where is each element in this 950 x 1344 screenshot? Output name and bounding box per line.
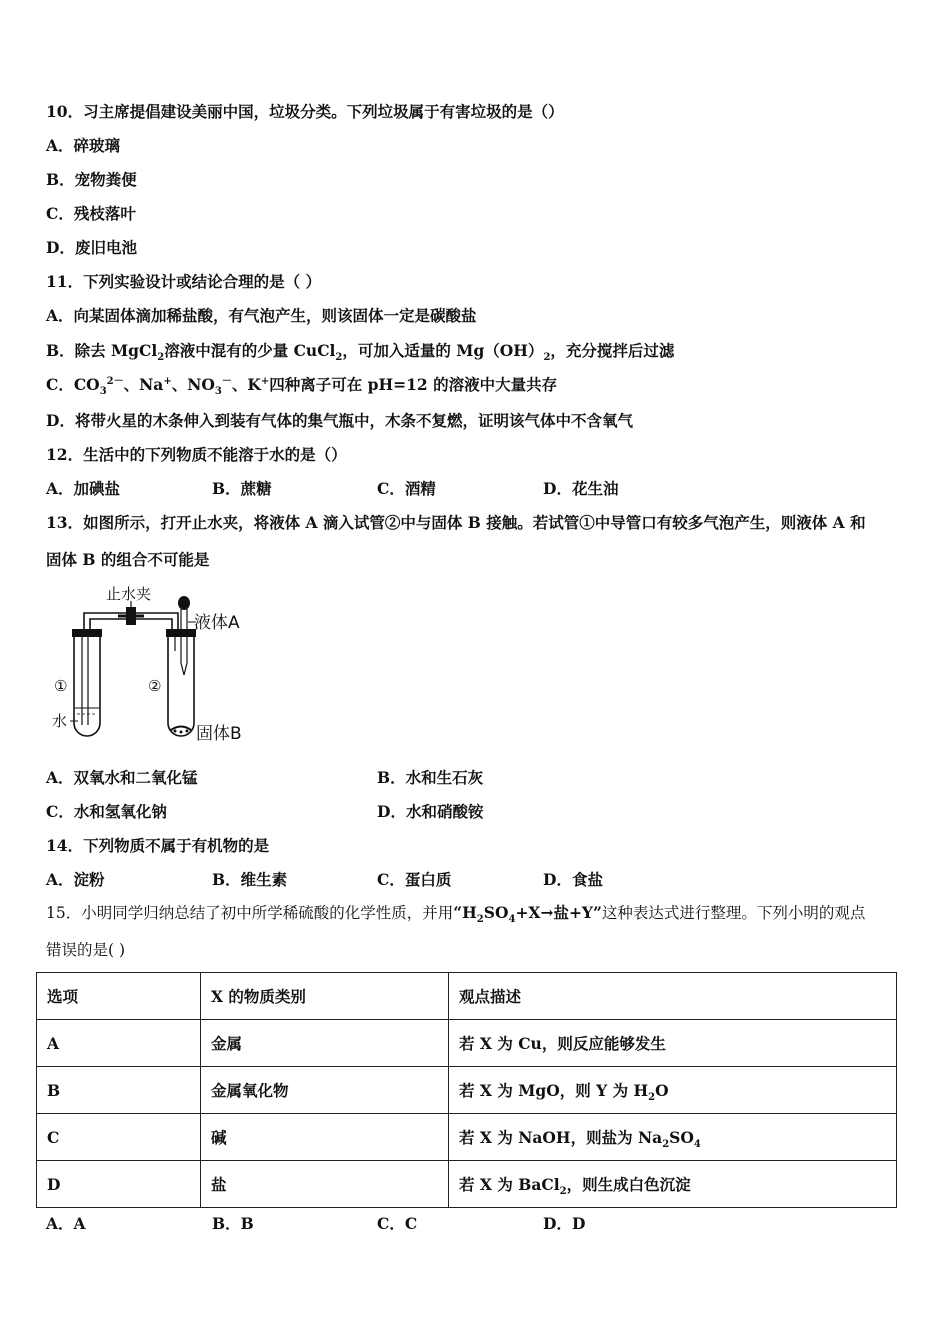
q15-formula-2: SO [483, 903, 509, 922]
q15-option-a: A．A [46, 1214, 86, 1233]
q15-stem-line1 [46, 903, 866, 926]
q11-c-text4: 、K [231, 375, 261, 394]
q11-b-sub3: 2 [543, 352, 551, 364]
table-row [37, 1114, 897, 1161]
q11-b-sub2: 2 [335, 352, 343, 364]
q15-option-b: B．B [212, 1214, 254, 1233]
solid-b-shape [171, 727, 191, 731]
q13-option-d: D．水和硝酸铵 [377, 802, 484, 821]
row-b-option: B [37, 1067, 201, 1114]
q14-option-d: D．食盐 [543, 870, 603, 889]
table-row [37, 1067, 897, 1114]
q13-stem-line1: 13．如图所示，打开止水夹，将液体 A 滴入试管②中与固体 B 接触。若试管①中导管口有较多气泡产生，则液体 A 和 [46, 513, 866, 532]
q11-b-text3: ，可加入适量的 Mg（OH） [342, 341, 544, 360]
q11-c-sup2: + [163, 375, 172, 387]
q11-option-b [46, 341, 675, 364]
liquid-a-label: 液体A [194, 613, 240, 633]
q15-formula-sub1: 2 [476, 914, 484, 926]
water-label: 水 [52, 712, 68, 730]
q12-option-c: C．酒精 [377, 479, 436, 498]
row-c-desc-sub1: 2 [662, 1139, 670, 1151]
q10-option-b: B．宠物粪便 [46, 170, 137, 189]
row-d-option: D [37, 1161, 201, 1208]
dropper-tip [181, 663, 187, 675]
q11-option-a: A．向某固体滴加稀盐酸，有气泡产生，则该固体一定是碳酸盐 [46, 306, 477, 325]
row-b-desc [449, 1067, 897, 1114]
q11-stem: 11．下列实验设计或结论合理的是（ ） [46, 272, 321, 291]
row-b-desc-text2: O [655, 1081, 669, 1100]
q14-option-a: A．淀粉 [46, 870, 105, 889]
row-c-desc-text2: SO [669, 1128, 694, 1147]
solid-b-grain-2 [180, 731, 183, 734]
apparatus-diagram [44, 583, 259, 748]
q10-option-c: C．残枝落叶 [46, 204, 136, 223]
stopper-1 [72, 629, 102, 637]
row-b-desc-sub: 2 [648, 1092, 656, 1104]
q12-option-b: B．蔗糖 [212, 479, 272, 498]
q12-stem: 12．生活中的下列物质不能溶于水的是（） [46, 445, 347, 464]
q11-b-sub1: 2 [157, 352, 165, 364]
table-header-row [37, 973, 897, 1020]
q11-c-sup4: + [260, 375, 270, 387]
q11-c-sub3: 3 [214, 386, 222, 398]
row-d-type: 盐 [201, 1161, 449, 1208]
row-b-desc-text1: 若 X 为 MgO，则 Y 为 H [459, 1081, 649, 1100]
row-a-type: 金属 [201, 1020, 449, 1067]
q14-stem: 14．下列物质不属于有机物的是 [46, 836, 270, 855]
tube-1-label: ① [54, 677, 68, 695]
q14-option-b: B．维生素 [212, 870, 288, 889]
row-d-desc-text2: ，则生成白色沉淀 [566, 1175, 691, 1194]
clamp-label: 止水夹 [106, 585, 152, 603]
row-d-desc-sub: 2 [559, 1186, 567, 1198]
row-d-desc-text1: 若 X 为 BaCl [459, 1175, 560, 1194]
q15-stem-text2: 这种表达式进行整理。下列小明的观点 [601, 904, 866, 922]
q11-c-text2: 、Na [123, 375, 164, 394]
q10-option-d: D．废旧电池 [46, 238, 137, 257]
q10-option-a: A．碎玻璃 [46, 136, 121, 155]
q15-stem-line2: 错误的是( ) [46, 941, 126, 959]
row-c-desc [449, 1114, 897, 1161]
q11-b-text1: B．除去 MgCl [46, 341, 158, 360]
row-c-desc-sub2: 4 [693, 1139, 701, 1151]
row-c-option: C [37, 1114, 201, 1161]
q11-b-text2: 溶液中混有的少量 CuCl [164, 341, 336, 360]
solid-b-grain-3 [186, 730, 189, 733]
q10-stem: 10．习主席提倡建设美丽中国，垃圾分类。下列垃圾属于有害垃圾的是（） [46, 102, 564, 121]
row-a-option: A [37, 1020, 201, 1067]
q15-formula-3: +X→盐+Y” [515, 903, 602, 922]
q11-c-text5: 四种离子可在 pH=12 的溶液中大量共存 [269, 375, 558, 394]
dropper-bulb [178, 596, 190, 610]
q15-formula-sub2: 4 [508, 914, 516, 926]
q13-stem-line2: 固体 B 的组合不可能是 [46, 550, 210, 569]
q11-c-text1: C．CO [46, 375, 100, 394]
solid-b-grain-1 [174, 730, 177, 733]
q11-b-text4: ，充分搅拌后过滤 [550, 341, 675, 360]
table-row [37, 1161, 897, 1208]
q13-option-a: A．双氧水和二氧化锰 [46, 768, 198, 787]
row-b-type: 金属氧化物 [201, 1067, 449, 1114]
q15-option-c: C．C [377, 1214, 418, 1233]
header-description: 观点描述 [449, 973, 897, 1020]
q13-option-b: B．水和生石灰 [377, 768, 484, 787]
q14-option-c: C．蛋白质 [377, 870, 452, 889]
solid-b-label: 固体B [196, 724, 242, 744]
row-c-type: 碱 [201, 1114, 449, 1161]
q15-table [36, 972, 897, 1208]
q11-c-sup3: － [221, 375, 232, 387]
header-option: 选项 [37, 973, 201, 1020]
table-row [37, 1020, 897, 1067]
row-d-desc [449, 1161, 897, 1208]
q15-stem-text1: 15．小明同学归纳总结了初中所学稀硫酸的化学性质，并用 [46, 904, 454, 922]
q11-option-d: D．将带火星的木条伸入到装有气体的集气瓶中，木条不复燃，证明该气体中不含氧气 [46, 411, 633, 430]
q15-formula-1: “H [453, 903, 477, 922]
tube-2-label: ② [148, 677, 162, 695]
q13-option-c: C．水和氢氧化钠 [46, 802, 167, 821]
q15-option-d: D．D [543, 1214, 586, 1233]
q11-option-c [46, 375, 558, 398]
row-a-desc: 若 X 为 Cu，则反应能够发生 [449, 1020, 897, 1067]
q11-c-sup1: 2－ [106, 375, 124, 387]
row-c-desc-text1: 若 X 为 NaOH，则盐为 Na [459, 1128, 663, 1147]
q11-c-text3: 、NO [171, 375, 215, 394]
q12-option-d: D．花生油 [543, 479, 619, 498]
q11-c-sub1: 3 [99, 386, 107, 398]
header-x-type: X 的物质类别 [201, 973, 449, 1020]
q12-option-a: A．加碘盐 [46, 479, 121, 498]
